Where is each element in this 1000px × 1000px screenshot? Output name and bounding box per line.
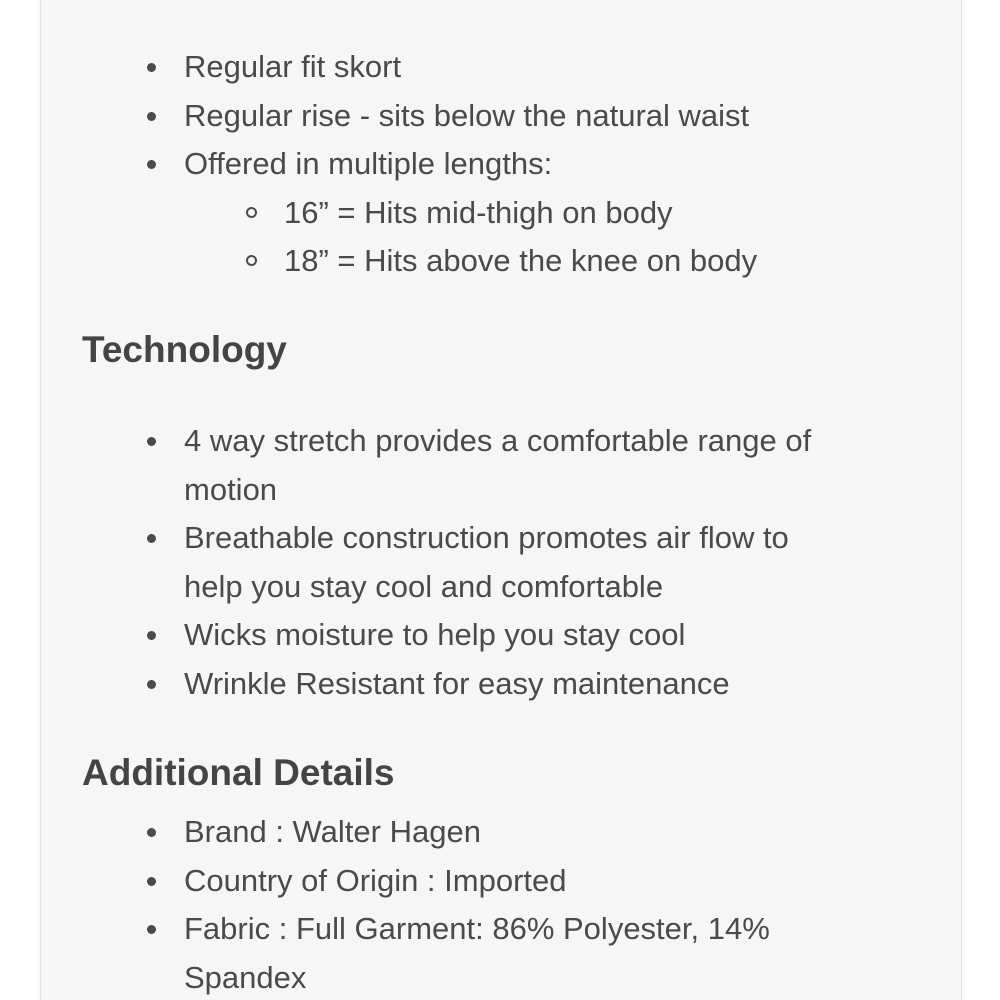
lengths-sublist-wrap [82,189,902,286]
list-item-lengths [82,140,902,286]
fit-list [82,43,902,286]
sublist-item: 18” = Hits above the knee on body [182,237,902,286]
list-item: Brand : Walter Hagen [82,808,902,857]
list-item: Wicks moisture to help you stay cool [82,611,902,660]
list-item: Regular rise - sits below the natural waist [82,92,902,141]
technology-heading: Technology [82,329,287,370]
list-item: Wrinkle Resistant for easy maintenance [82,660,902,709]
list-item: Fabric : Full Garment: 86% Polyester, 14% Spandex [82,905,902,1000]
lengths-sublist [80,189,902,286]
additional-details-heading: Additional Details [82,752,395,793]
additional-details-list [82,808,902,1000]
list-item: 4 way stretch provides a comfortable range of motion [82,417,902,514]
list-item: Country of Origin : Imported [82,857,902,906]
list-item: Breathable construction promotes air flow to help you stay cool and comfortable [82,514,902,611]
technology-list [82,417,902,708]
list-item-label: Offered in multiple lengths: [184,146,553,181]
list-item: Regular fit skort [82,43,902,92]
sublist-item: 16” = Hits mid-thigh on body [182,189,902,238]
